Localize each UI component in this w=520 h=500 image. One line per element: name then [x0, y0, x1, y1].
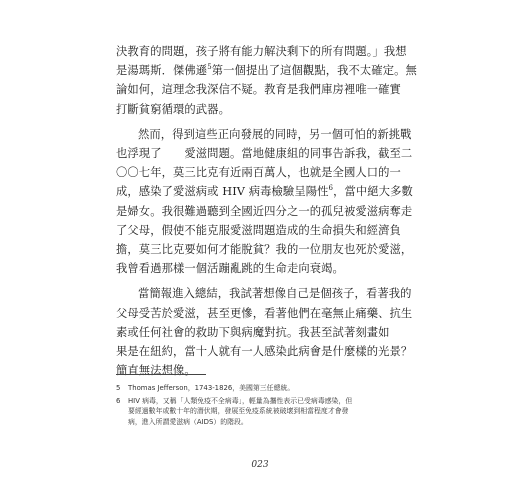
- text-line: 父母受苦於愛滋，甚至更慘，看著他們在毫無止痛藥、抗生: [116, 306, 413, 320]
- text-line: 〇〇七年，莫三比克有近兩百萬人，也就是全國人口的一: [116, 166, 401, 180]
- main-text: [116, 42, 417, 386]
- text-line: 打斷貧窮循環的武器。: [116, 102, 230, 116]
- text-line: 論如何，這理念我深信不疑。教育是我們庫房裡唯一確實: [116, 83, 401, 97]
- footnote-text: [128, 396, 396, 428]
- text-segment: ，當中絕大多數: [333, 185, 413, 199]
- text-line: 也浮現了 愛滋問題。當地健康組的同事告訴我，截至二: [116, 147, 413, 161]
- footnote-ref-6: 6: [328, 184, 334, 193]
- paragraph-3: [116, 284, 413, 380]
- text-line: 擔，莫三比克要如何才能脫貧？我的一位朋友也死於愛滋，: [116, 243, 413, 257]
- footnote-number: 6: [116, 396, 121, 405]
- text-line: 決教育的問題，孩子將有能力解決剩下的所有問題。」我想: [116, 45, 407, 58]
- footnote-ref-5: 5: [207, 63, 212, 72]
- footnote-line: HIV 病毒，又稱「人類免疫不全病毒」，輕量為攜性表示已受病毒感染，但: [128, 396, 353, 405]
- text-line: 簡直無法想像。: [116, 364, 196, 378]
- text-line: 我曾看過那樣一個活蹦亂跳的生命走向衰竭。: [116, 262, 344, 276]
- footnote-line: 要經過數年或數十年的潛伏期，發展至免疫系統被破壞到相當程度才會發: [128, 407, 349, 416]
- text-line: [116, 61, 417, 80]
- footnote-6: [116, 396, 396, 428]
- text-line: 當簡報進入總結，我試著想像自己是個孩子，看著我的: [138, 287, 412, 301]
- page-number: 023: [251, 460, 269, 470]
- text-line: [116, 182, 413, 201]
- footnote-line: 病，進入所謂愛滋病（AIDS）的階段。: [128, 417, 248, 426]
- footnote-text: [128, 383, 396, 394]
- text-segment: 是湯瑪斯．傑佛遜: [116, 64, 208, 78]
- footnote-divider: [116, 374, 206, 375]
- text-segment: 第一個提出了這個觀點，我不太確定。無: [211, 64, 417, 78]
- paragraph-2: [116, 125, 413, 279]
- text-line: 然而，得到這些正向發展的同時，另一個可怕的新挑戰: [138, 127, 412, 141]
- footnote-5: [116, 383, 396, 394]
- text-line: 了父母，假使不能克服愛滋問題造成的生命損失和經濟負: [116, 223, 401, 237]
- text-line: 素或任何社會的救助下與病魔對抗。我甚至試著刻畫如: [116, 325, 390, 339]
- paragraph-1: [116, 42, 417, 119]
- text-segment: 成，感染了愛滋病或 HIV 病毒檢驗呈陽性: [116, 185, 329, 199]
- text-line: 果是在紐約，當十人就有一人感染此病會是什麼樣的光景？: [116, 345, 413, 359]
- footnote-number: 5: [116, 384, 121, 392]
- footnotes: [116, 383, 396, 429]
- footnote-line: Thomas Jefferson，1743-1826，美國第三任總統。: [128, 384, 295, 392]
- text-line: 是婦女。我很難過聽到全國近四分之一的孤兒被愛滋病奪走: [116, 204, 413, 218]
